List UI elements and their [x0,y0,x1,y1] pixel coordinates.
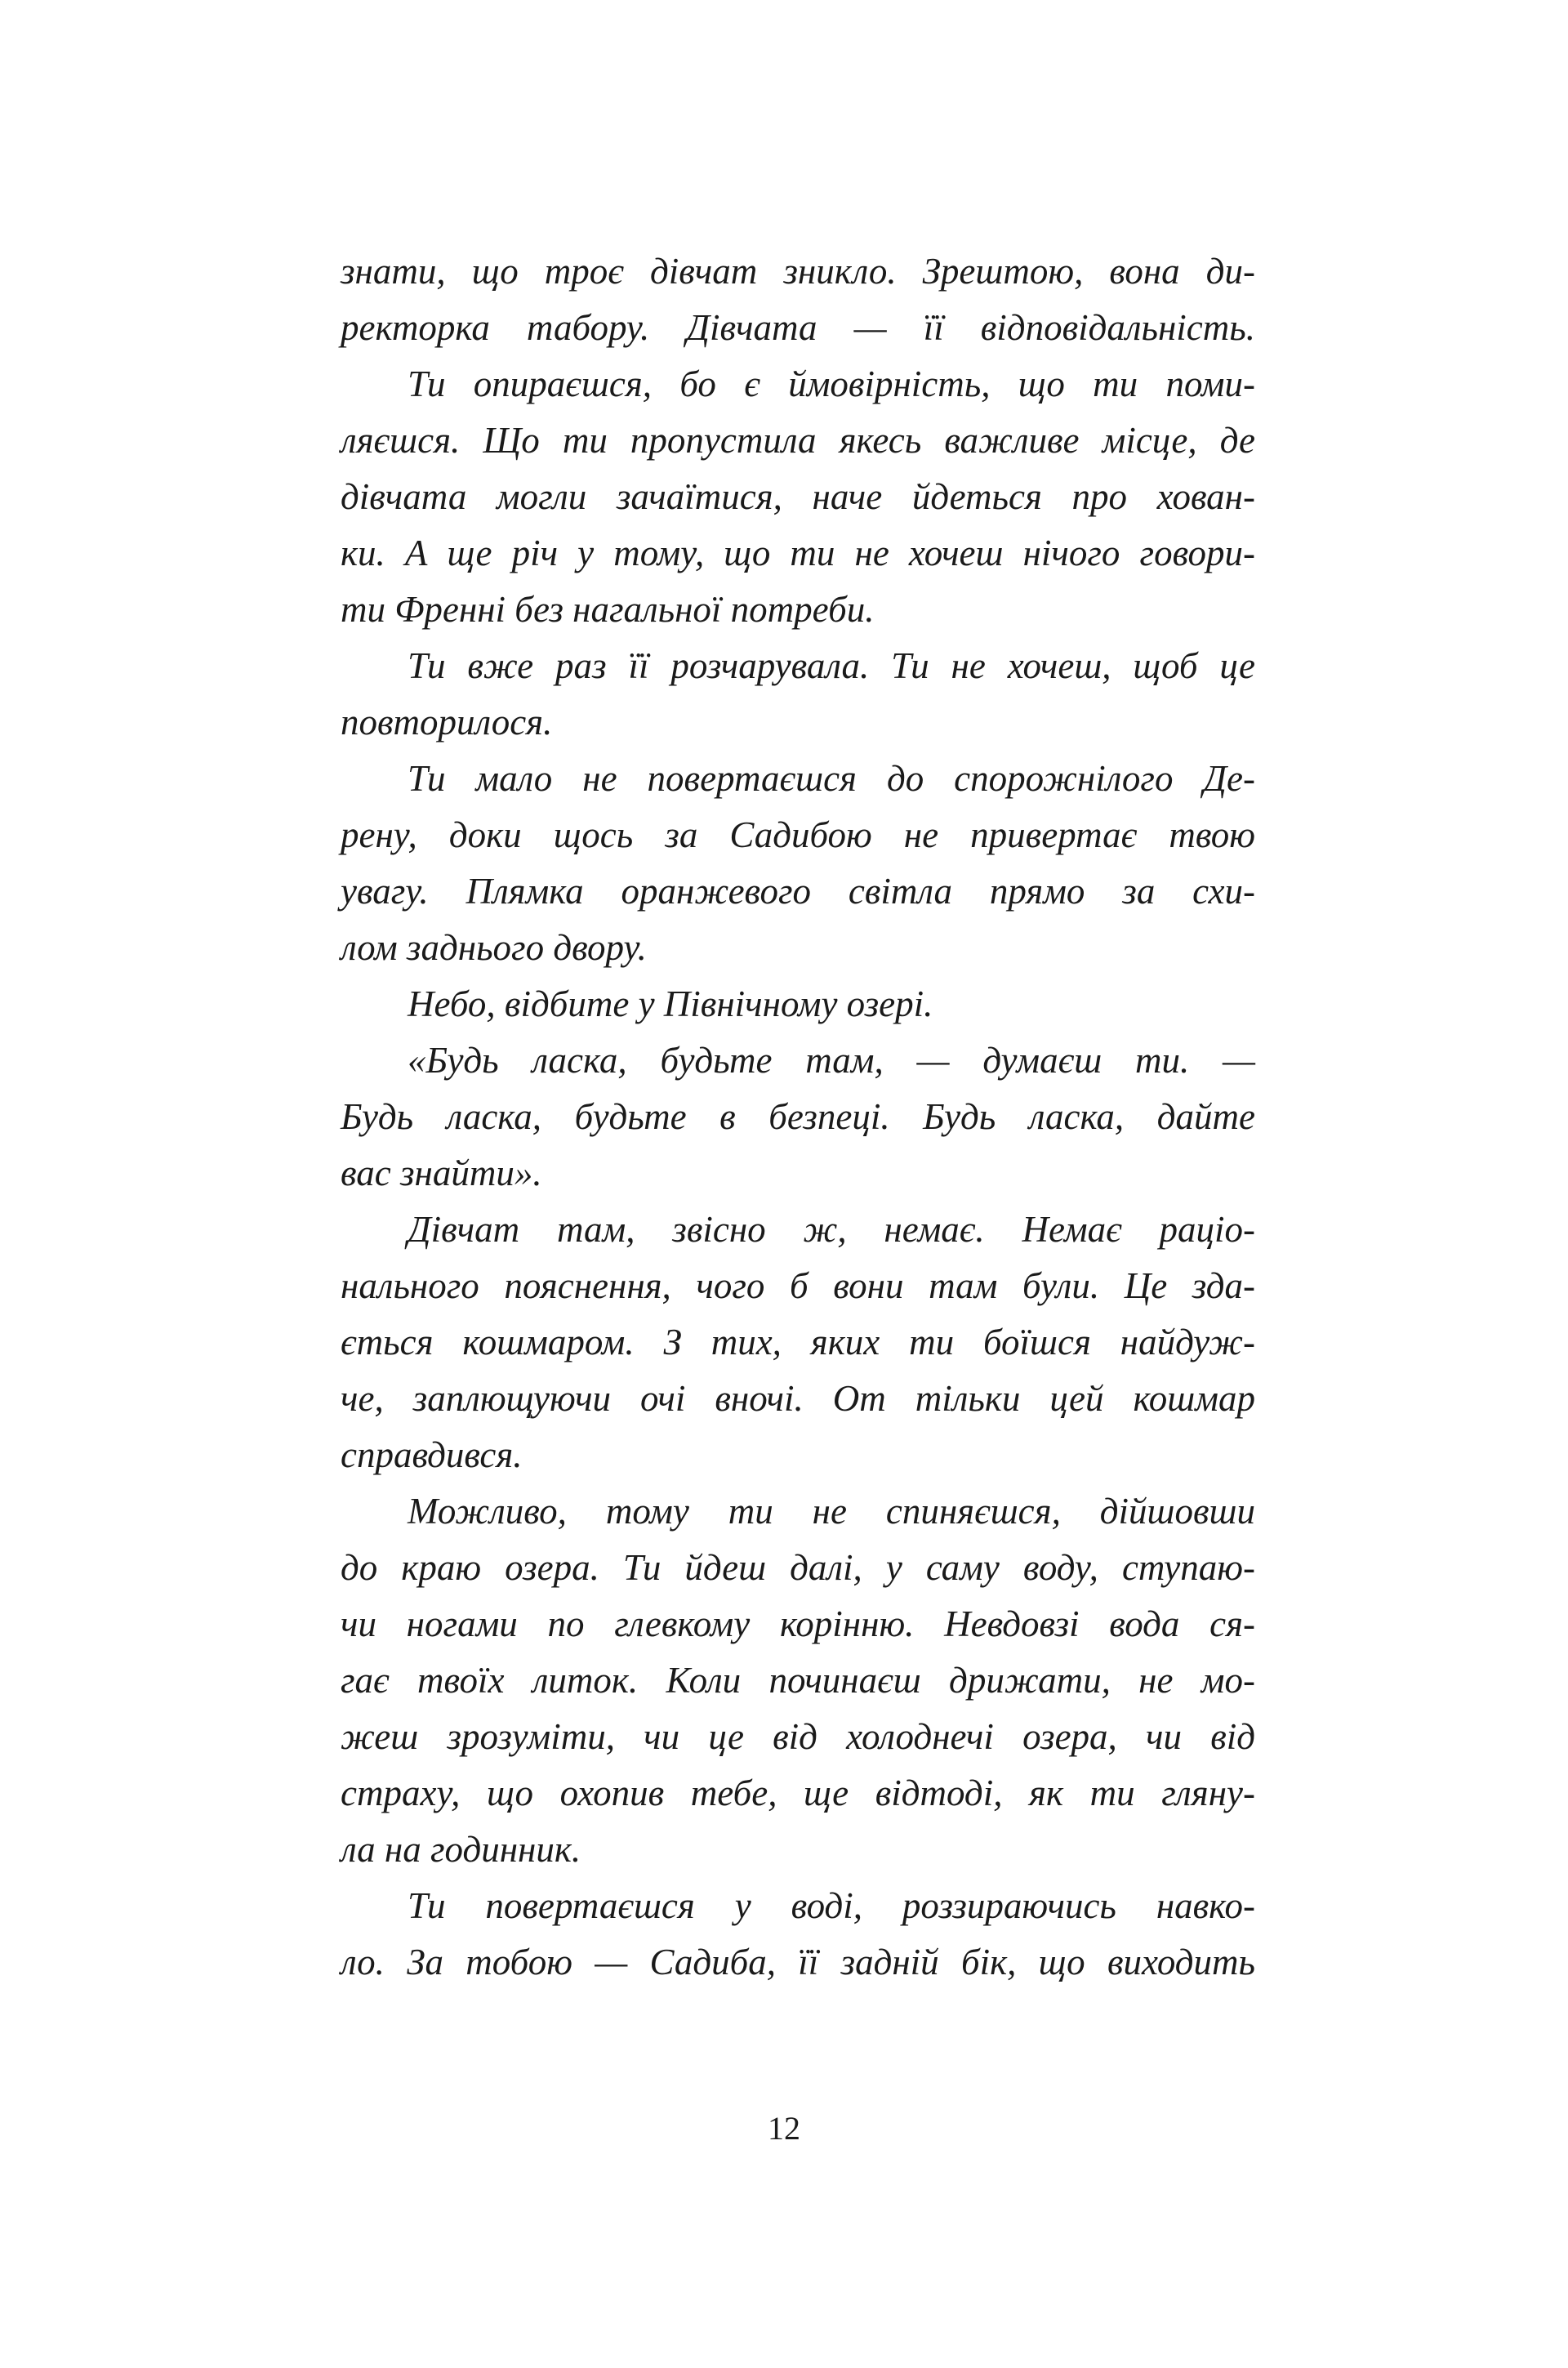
text-line: справдився. [341,1434,523,1475]
text-line: нального пояснення, чого б вони там були. Це зда- [341,1265,1255,1306]
text-line: дівчата могли зачаїтися, наче йдеться про хован- [341,476,1255,517]
paragraph [341,638,1255,751]
paragraph [341,356,1255,638]
text-line: Ти вже раз її розчарувала. Ти не хочеш, щоб це [408,645,1255,686]
text-line: Дівчат там, звісно ж, немає. Немає раціо- [408,1209,1255,1250]
text-line: жеш зрозуміти, чи це від холоднечі озера, чи від [341,1716,1255,1757]
text-line: че, заплющуючи очі вночі. От тільки цей кошмар [341,1378,1255,1419]
text-line: «Будь ласка, будьте там, — думаєш ти. — [408,1040,1255,1081]
text-line: страху, що охопив тебе, ще відтоді, як ти гляну- [341,1773,1255,1813]
text-line: ти Френні без нагальної потреби. [341,589,875,630]
text-line: ла на годинник. [341,1829,581,1870]
text-line: гає твоїх литок. Коли починаєш дрижати, не мо- [341,1660,1255,1701]
text-line: ки. А ще річ у тому, що ти не хочеш нічого говори- [341,533,1255,573]
paragraph [341,1483,1255,1878]
page-number: 12 [768,2110,800,2147]
paragraph [341,751,1255,976]
text-line: увагу. Плямка оранжевого світла прямо за схи- [341,871,1255,912]
text-line: ло. За тобою — Садиба, її задній бік, що виходить [341,1942,1255,1982]
text-line: вас знайти». [341,1153,542,1193]
text-line: Ти мало не повертаєшся до спорожнілого Де- [408,758,1255,799]
text-line: лом заднього двору. [341,927,647,968]
paragraph [341,976,1255,1032]
paragraph [341,1032,1255,1202]
text-line: Ти опираєшся, бо є ймовірність, що ти поми- [408,363,1255,404]
body-text [341,243,1255,1991]
text-line: ється кошмаром. З тих, яких ти боїшся найдуж- [341,1322,1255,1362]
text-line: знати, що троє дівчат зникло. Зрештою, вона ди- [341,251,1255,292]
paragraph [341,1878,1255,1991]
paragraph [341,243,1255,356]
text-line: ляєшся. Що ти пропустила якесь важливе місце, де [341,420,1255,461]
text-line: Будь ласка, будьте в безпеці. Будь ласка, дайте [341,1096,1255,1137]
text-line: Небо, відбите у Північному озері. [408,983,933,1024]
text-line: чи ногами по глевкому корінню. Невдовзі вода ся- [341,1603,1255,1644]
text-line: Ти повертаєшся у воді, роззираючись навко- [408,1885,1255,1926]
text-line: до краю озера. Ти йдеш далі, у саму воду, ступаю- [341,1547,1255,1588]
paragraph [341,1202,1255,1483]
text-line: рену, доки щось за Садибою не привертає твою [341,814,1255,855]
text-line: ректорка табору. Дівчата — її відповідальність. [341,307,1255,348]
text-line: Можливо, тому ти не спиняєшся, дійшовши [408,1491,1255,1532]
text-line: повторилося. [341,702,553,743]
